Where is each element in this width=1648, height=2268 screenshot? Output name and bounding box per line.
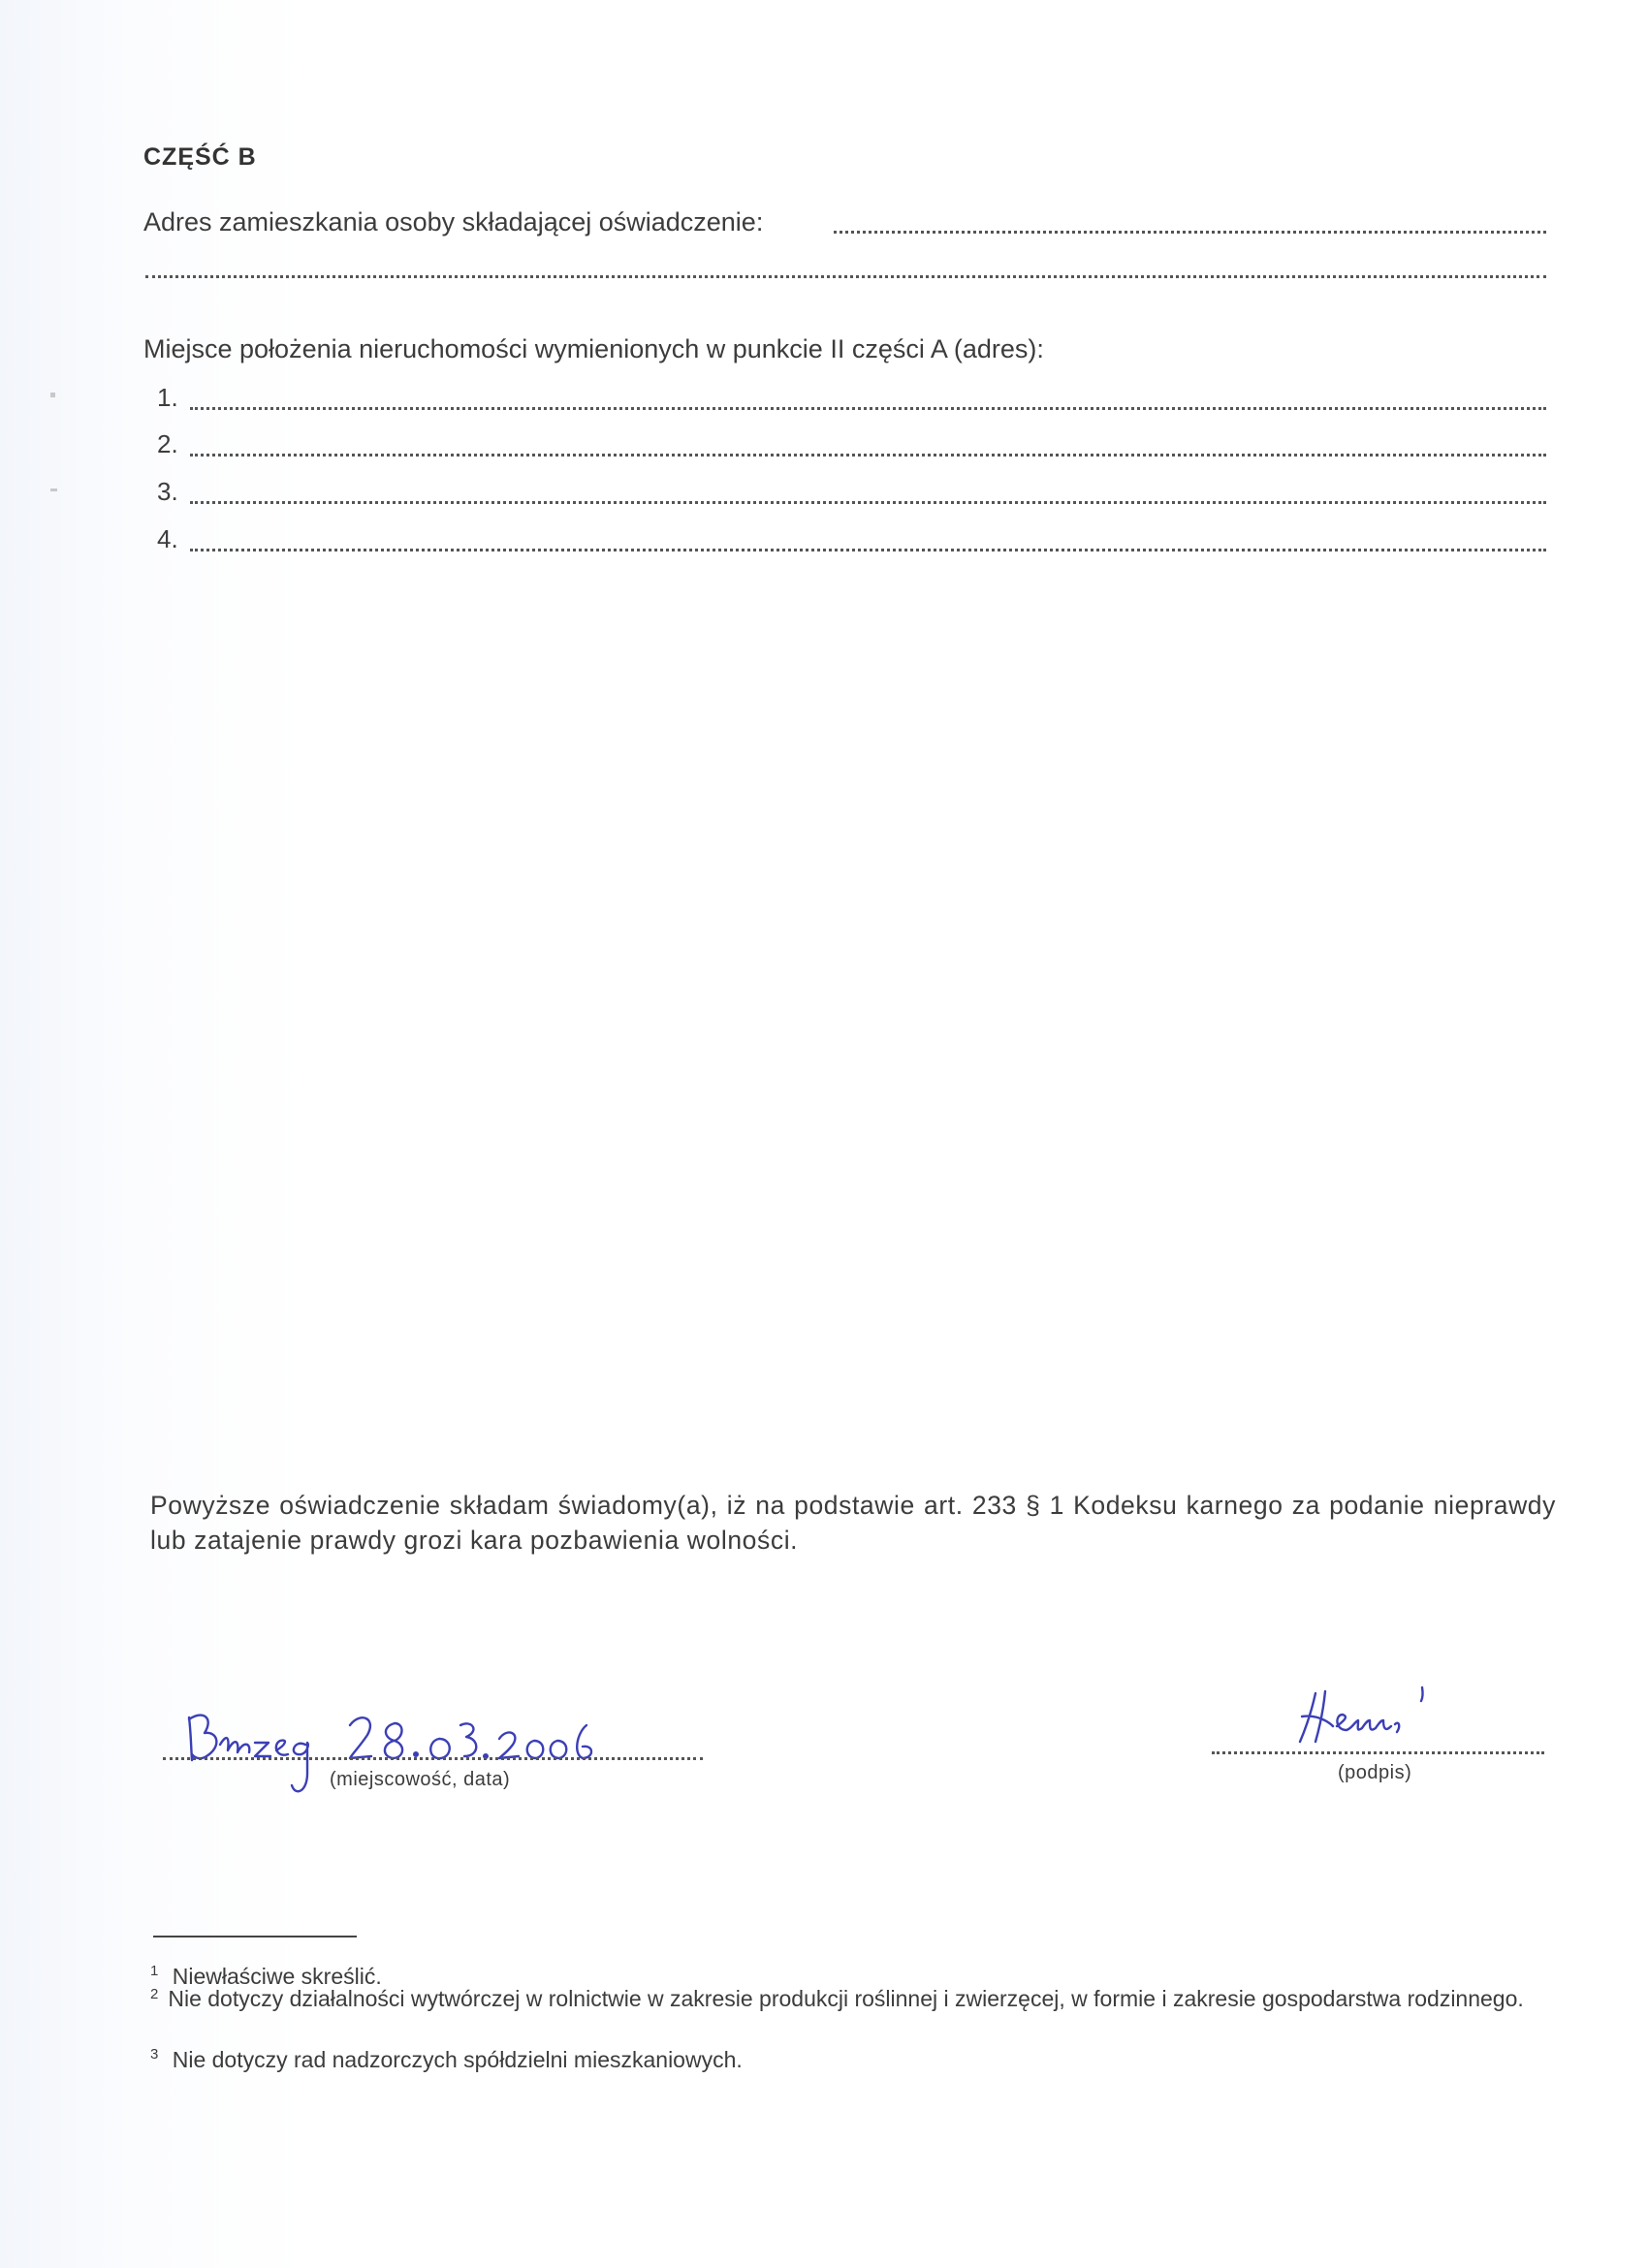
property-field-line-3[interactable] xyxy=(190,501,1546,504)
handwritten-signature xyxy=(1294,1682,1449,1754)
place-date-field-line[interactable] xyxy=(163,1757,703,1760)
property-label: Miejsce położenia nieruchomości wymienionych w punkcie II części A (adres): xyxy=(143,334,1044,363)
section-heading: CZĘŚĆ B xyxy=(143,143,257,171)
footnote-3 xyxy=(150,2041,1556,2073)
footnote-2 xyxy=(150,1985,1556,2012)
property-field-line-1[interactable] xyxy=(190,407,1546,410)
handwriting-signature-drawing xyxy=(1294,1682,1449,1754)
property-item-number: 4. xyxy=(157,524,178,553)
footnote-mark: 3 xyxy=(150,2046,159,2063)
property-field-line-2[interactable] xyxy=(190,454,1546,457)
property-item-number: 3. xyxy=(157,477,178,506)
footnote-separator xyxy=(153,1936,357,1937)
address-field-line-1[interactable] xyxy=(834,231,1546,234)
footnote-mark: 2 xyxy=(150,1986,159,2002)
address-label: Adres zamieszkania osoby składającej oświadczenie: xyxy=(143,207,764,236)
address-field-line-2[interactable] xyxy=(145,275,1546,278)
footnote-mark: 1 xyxy=(150,1963,159,1979)
footnote-text: Nie dotyczy działalności wytwórczej w rolnictwie w zakresie produkcji roślinnej i zwierzęcej, w formie i zakresie gospodarstwa rodzinnego. xyxy=(168,1986,1524,2011)
place-date-caption: (miejscowość, data) xyxy=(330,1769,511,1790)
signature-caption: (podpis) xyxy=(1338,1762,1412,1783)
scan-speck xyxy=(50,488,57,491)
footnote-text: Niewłaściwe skreślić. xyxy=(172,1963,382,1989)
footnote-text: Nie dotyczy rad nadzorczych spółdzielni mieszkaniowych. xyxy=(172,2046,743,2072)
property-item-number: 1. xyxy=(157,383,178,412)
statement-paragraph: Powyższe oświadczenie składam świadomy(a), iż na podstawie art. 233 § 1 Kodeksu karnego za podanie nieprawdy lub zatajenie prawdy grozi kara pozbawienia wolności. xyxy=(150,1491,1556,1555)
property-item-number: 2. xyxy=(157,429,178,458)
property-field-line-4[interactable] xyxy=(190,549,1546,551)
signature-field-line[interactable] xyxy=(1212,1751,1544,1754)
scan-speck xyxy=(50,393,55,397)
